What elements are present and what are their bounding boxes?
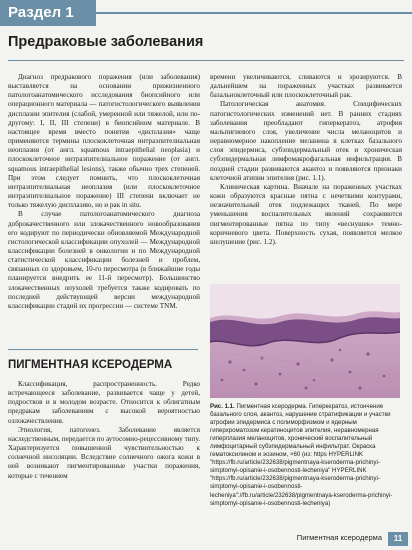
right-column [210, 73, 402, 247]
paragraph: Классификация, распространенность. Редко встречающееся заболевание, развивается чаще у детей, подростков и в молодом возрасте. Относится к облигатным предракам заболеваниям с высокой вероятностью озлокачествления. [8, 380, 200, 425]
paragraph: Этиология, патогенез. Заболевание является наследственным, передается по аутосомно-рецессивному типу. Характеризуется повышенной чувствительностью к солнечной инсоляции. Вследствие солнечного ожога кожи в ней возникают пигментированные участки поражения, которые с течением [8, 425, 200, 480]
subsection-divider [8, 349, 198, 350]
paragraph: времени увеличиваются, сливаются и эрозируются. В дальнейшем на пораженных участках развивается базальноклеточный или плоскоклеточный рак. [210, 73, 402, 100]
left-column [8, 73, 200, 311]
figure-caption [210, 403, 402, 508]
paragraph: Патологическая анатомия. Специфических патогистологических изменений нет. В ранних стадиях заболевания преобладают гиперкератоз, атрофия мальпигиевого слоя, увеличение числа меланоцитов и неравномерное накопление меланина в клетках базального слоя эпидермиса, субэпидермальный отек и хроническая субэпидермальная лимфомакрофагальная инфильтрация. В поздней стадии развиваются акантоз и появляются признаки клеточной атипии эпителия (рис. 1.1). [210, 100, 402, 182]
paragraph: Клиническая картина. Вначале на пораженных участках кожи образуются красные пятна с нечеткими контурами, незначительный отек подлежащих тканей. По мере уменьшения воспалительных явлений сохраняются пигментированные пятна по типу «веснушек» темно-коричневого цвета. Поверхность сухая, появляется мелкое шелушение (рис. 1.2). [210, 182, 402, 246]
histology-image [210, 284, 400, 398]
running-footer: Пигментная ксеродерма [296, 533, 382, 542]
subsection-title: ПИГМЕНТНАЯ КСЕРОДЕРМА [8, 359, 173, 371]
histology-picture [210, 284, 400, 398]
figure-caption-text: Пигментная ксеродерма. Гиперкератоз, истончение базального слоя, акантоз, нарушение стратификации и участки атрофии эпидермиса с полиморфизмом и ядерным гиперхроматозом кератиноцитов эпителия, неравномерная гиперплазия меланоцитов, хронический воспалительный лимфоцитарный субэпидермальный инфильтрат. Окраска гематоксилином и эозином, ×60 (из: https HYPERLINK "https://fb.ru/article/232638/pigmentnaya-kseroderma-prichinyi-simptomyi-opisanie-i-osobennosti-lecheniya" HYPERLINK "https://fb.ru/article/232638/pigmentnaya-kseroderma-prichinyi-simptomyi-opisanie-i-osobennosti-lecheniya"://fb.ru/article/232638/pigmentnaya-kseroderma-prichinyi-simptomyi-opisanie-i-osobennosti-lecheniya) [210, 403, 393, 507]
page-number: 11 [388, 532, 408, 546]
title-divider [8, 60, 404, 61]
header-rule [96, 12, 412, 14]
paragraph: В случае патологоанатомического диагноза доброкачественного или злокачественного новообразования его кодируют по периодически обновляемой Международной гистологической классификации опухолей — Международной классификации болезней в онкологии и по Международной статистической классификации болезней и проблем, связанных со здоровьем, 10-го пересмотра (в ближайшие годы планируется внедрить ее 11-й пересмотр). Большинство злокачественных опухолей требуется также кодировать по последней действующей версии международной классификации стадий их прогрессии — системе TNM. [8, 210, 200, 310]
paragraph: Диагноз предракового поражения (или заболевания) выставляется на основании прижизненного патологоанатомического исследования биопсийного или операционного материала — патогистологического выявления дисплазии эпителия (слабой, умеренной или тяжелой, или по-другому: I, II, III степени) в биопсийном материале. В настоящее время вместо понятия «дисплазия» чаще применяются термины плоскоклеточная интраэпителиальная неоплазия (от англ. squamous intraepithelial neoplasia) и плоскоклеточное интраэпителиальное поражение (от англ. squamous intraepithelial lesions), также обычно трех степеней. При этом следует помнить, что плоскоклеточная интраэпителиальная неоплазия (или плоскоклеточное интраэпителиальное поражение) III степени включает не только тяжелую дисплазию, но и рак in situ. [8, 73, 200, 210]
section-label: Раздел 1 [0, 0, 96, 26]
left-column-2 [8, 380, 200, 481]
chapter-title: Предраковые заболевания [8, 34, 204, 50]
figure-caption-lead: Рис. 1.1. [210, 403, 235, 410]
